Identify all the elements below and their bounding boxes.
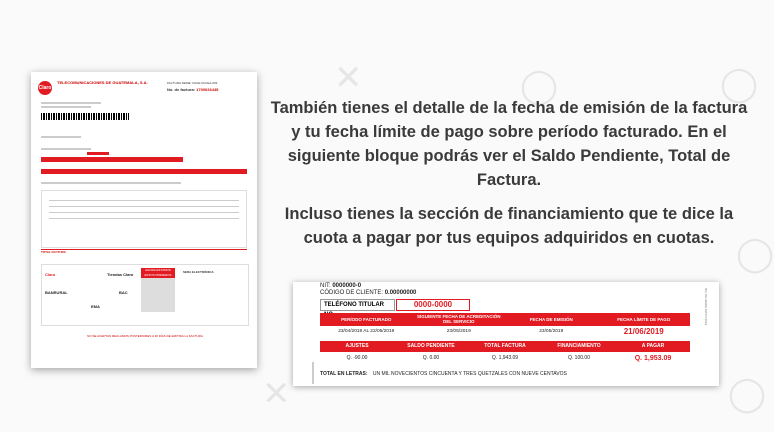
amount-value-row <box>320 353 690 364</box>
amount-header: AJUSTES <box>345 343 369 349</box>
divider <box>41 102 101 104</box>
period-value: 23/04/2019 AL 22/05/2019 <box>338 329 395 334</box>
amount-header-bar <box>41 169 247 174</box>
customer-ids: NIT: 0000000-0 CÓDIGO DE CLIENTE: 0.00000000 <box>320 283 417 296</box>
invoice-total-row: TOTAL FACTURA <box>41 249 247 255</box>
bg-decor-icon: ◯ <box>736 234 774 274</box>
divider <box>312 362 314 384</box>
divider <box>49 206 239 207</box>
due-date-value: 21/06/2019 <box>623 327 664 336</box>
invoice-footer: NO SE ACEPTAN RECLAMOS POSTERIORES A 30 DÍAS DE EMITIDA LA FACTURA <box>87 334 203 338</box>
invoice-number: No. de factura: 1700026445 <box>167 87 219 92</box>
divider <box>49 200 239 201</box>
description-paragraph-2: Incluso tienes la sección de financiamiento que te dice la cuota a pagar por tus equipos adquiridos en cuotas. <box>284 205 734 247</box>
divider <box>49 218 239 219</box>
barcode <box>41 113 129 120</box>
phone-label: TELÉFONO TITULAR <box>320 299 395 311</box>
brand-claro: Claro <box>45 272 56 277</box>
invoice-thumbnail <box>31 72 257 368</box>
period-value: 23/05/2019 <box>539 329 564 334</box>
amount-header-row <box>320 341 690 352</box>
period-header-row <box>320 313 690 326</box>
amount-to-pay: Q. 1,953.09 <box>634 355 672 362</box>
claro-logo-icon: Claro <box>38 81 52 95</box>
phone-value: 0000-0000 <box>396 299 470 311</box>
invoice-series-label: FACTURA SERIE: FACE-63-FEA-003 <box>167 81 218 85</box>
brand-bac: BAC <box>119 290 128 295</box>
amount-header: SALDO PENDIENTE <box>407 343 455 349</box>
bg-decor-icon: ✕ <box>334 58 363 98</box>
phone-highlight <box>87 152 109 155</box>
brand-banrural: BANRURAL <box>45 290 68 295</box>
period-header: SIGUIENTE FECHA DE ACREDITACIÓN DEL SERVICIO <box>416 314 501 324</box>
total-in-words-value: UN MIL NOVECIENTOS CINCUENTA Y TRES QUETZALES CON NUEVE CENTAVOS <box>372 371 567 377</box>
divider <box>41 148 91 150</box>
bg-decor-icon: ◯ <box>520 66 559 106</box>
amount-value: Q. 100.00 <box>568 355 590 361</box>
total-in-words <box>320 371 567 377</box>
amount-value: Q. 1,943.09 <box>491 355 519 361</box>
sello-text: SERA ELECTRÓNICA <box>183 270 214 274</box>
bg-decor-icon: ✕ <box>262 374 291 414</box>
divider <box>41 136 81 138</box>
period-header: FECHA LÍMITE DE PAGO <box>617 317 671 322</box>
amount-header: A PAGAR <box>641 343 665 349</box>
period-header: PERÍODO FACTURADO <box>341 317 392 322</box>
brand-ema: EMA <box>91 304 100 309</box>
period-value-row <box>320 327 690 337</box>
invoice-detail-zoom <box>293 282 719 386</box>
promo-text: AHORA ESTAMOS ESTOS PRIMEROS <box>141 268 175 278</box>
divider <box>49 212 239 213</box>
divider <box>41 106 91 108</box>
amount-header: FINANCIAMIENTO <box>557 343 601 349</box>
period-header-bar <box>41 157 183 162</box>
detail-box <box>41 190 247 248</box>
promo-image <box>141 268 175 312</box>
invoice-company-name: TELECOMUNICACIONES DE GUATEMALA, S.A. <box>57 80 148 85</box>
side-series-text: NO. DE SERIE MAYO 2019 <box>704 288 708 326</box>
divider <box>41 182 181 184</box>
bg-decor-icon: ◯ <box>728 374 767 414</box>
bg-decor-icon: ◯ <box>720 64 759 104</box>
period-header: FECHA DE EMISIÓN <box>529 317 573 322</box>
brand-tiendas-claro: Tiendas Claro <box>107 272 134 277</box>
amount-value: Q. -90.00 <box>346 355 368 361</box>
total-in-words-label: TOTAL EN LETRAS: <box>320 371 368 377</box>
description-paragraph-1: También tienes el detalle de la fecha de emisión de la factura y tu fecha límite de pago sobre período facturado. En el siguiente bloque podrás ver el Saldo Pendiente, Total de Factura. <box>270 99 748 189</box>
amount-header: TOTAL FACTURA <box>484 343 526 349</box>
period-value: 23/05/2019 <box>446 329 471 334</box>
amount-value: Q. 0.00 <box>422 355 440 361</box>
